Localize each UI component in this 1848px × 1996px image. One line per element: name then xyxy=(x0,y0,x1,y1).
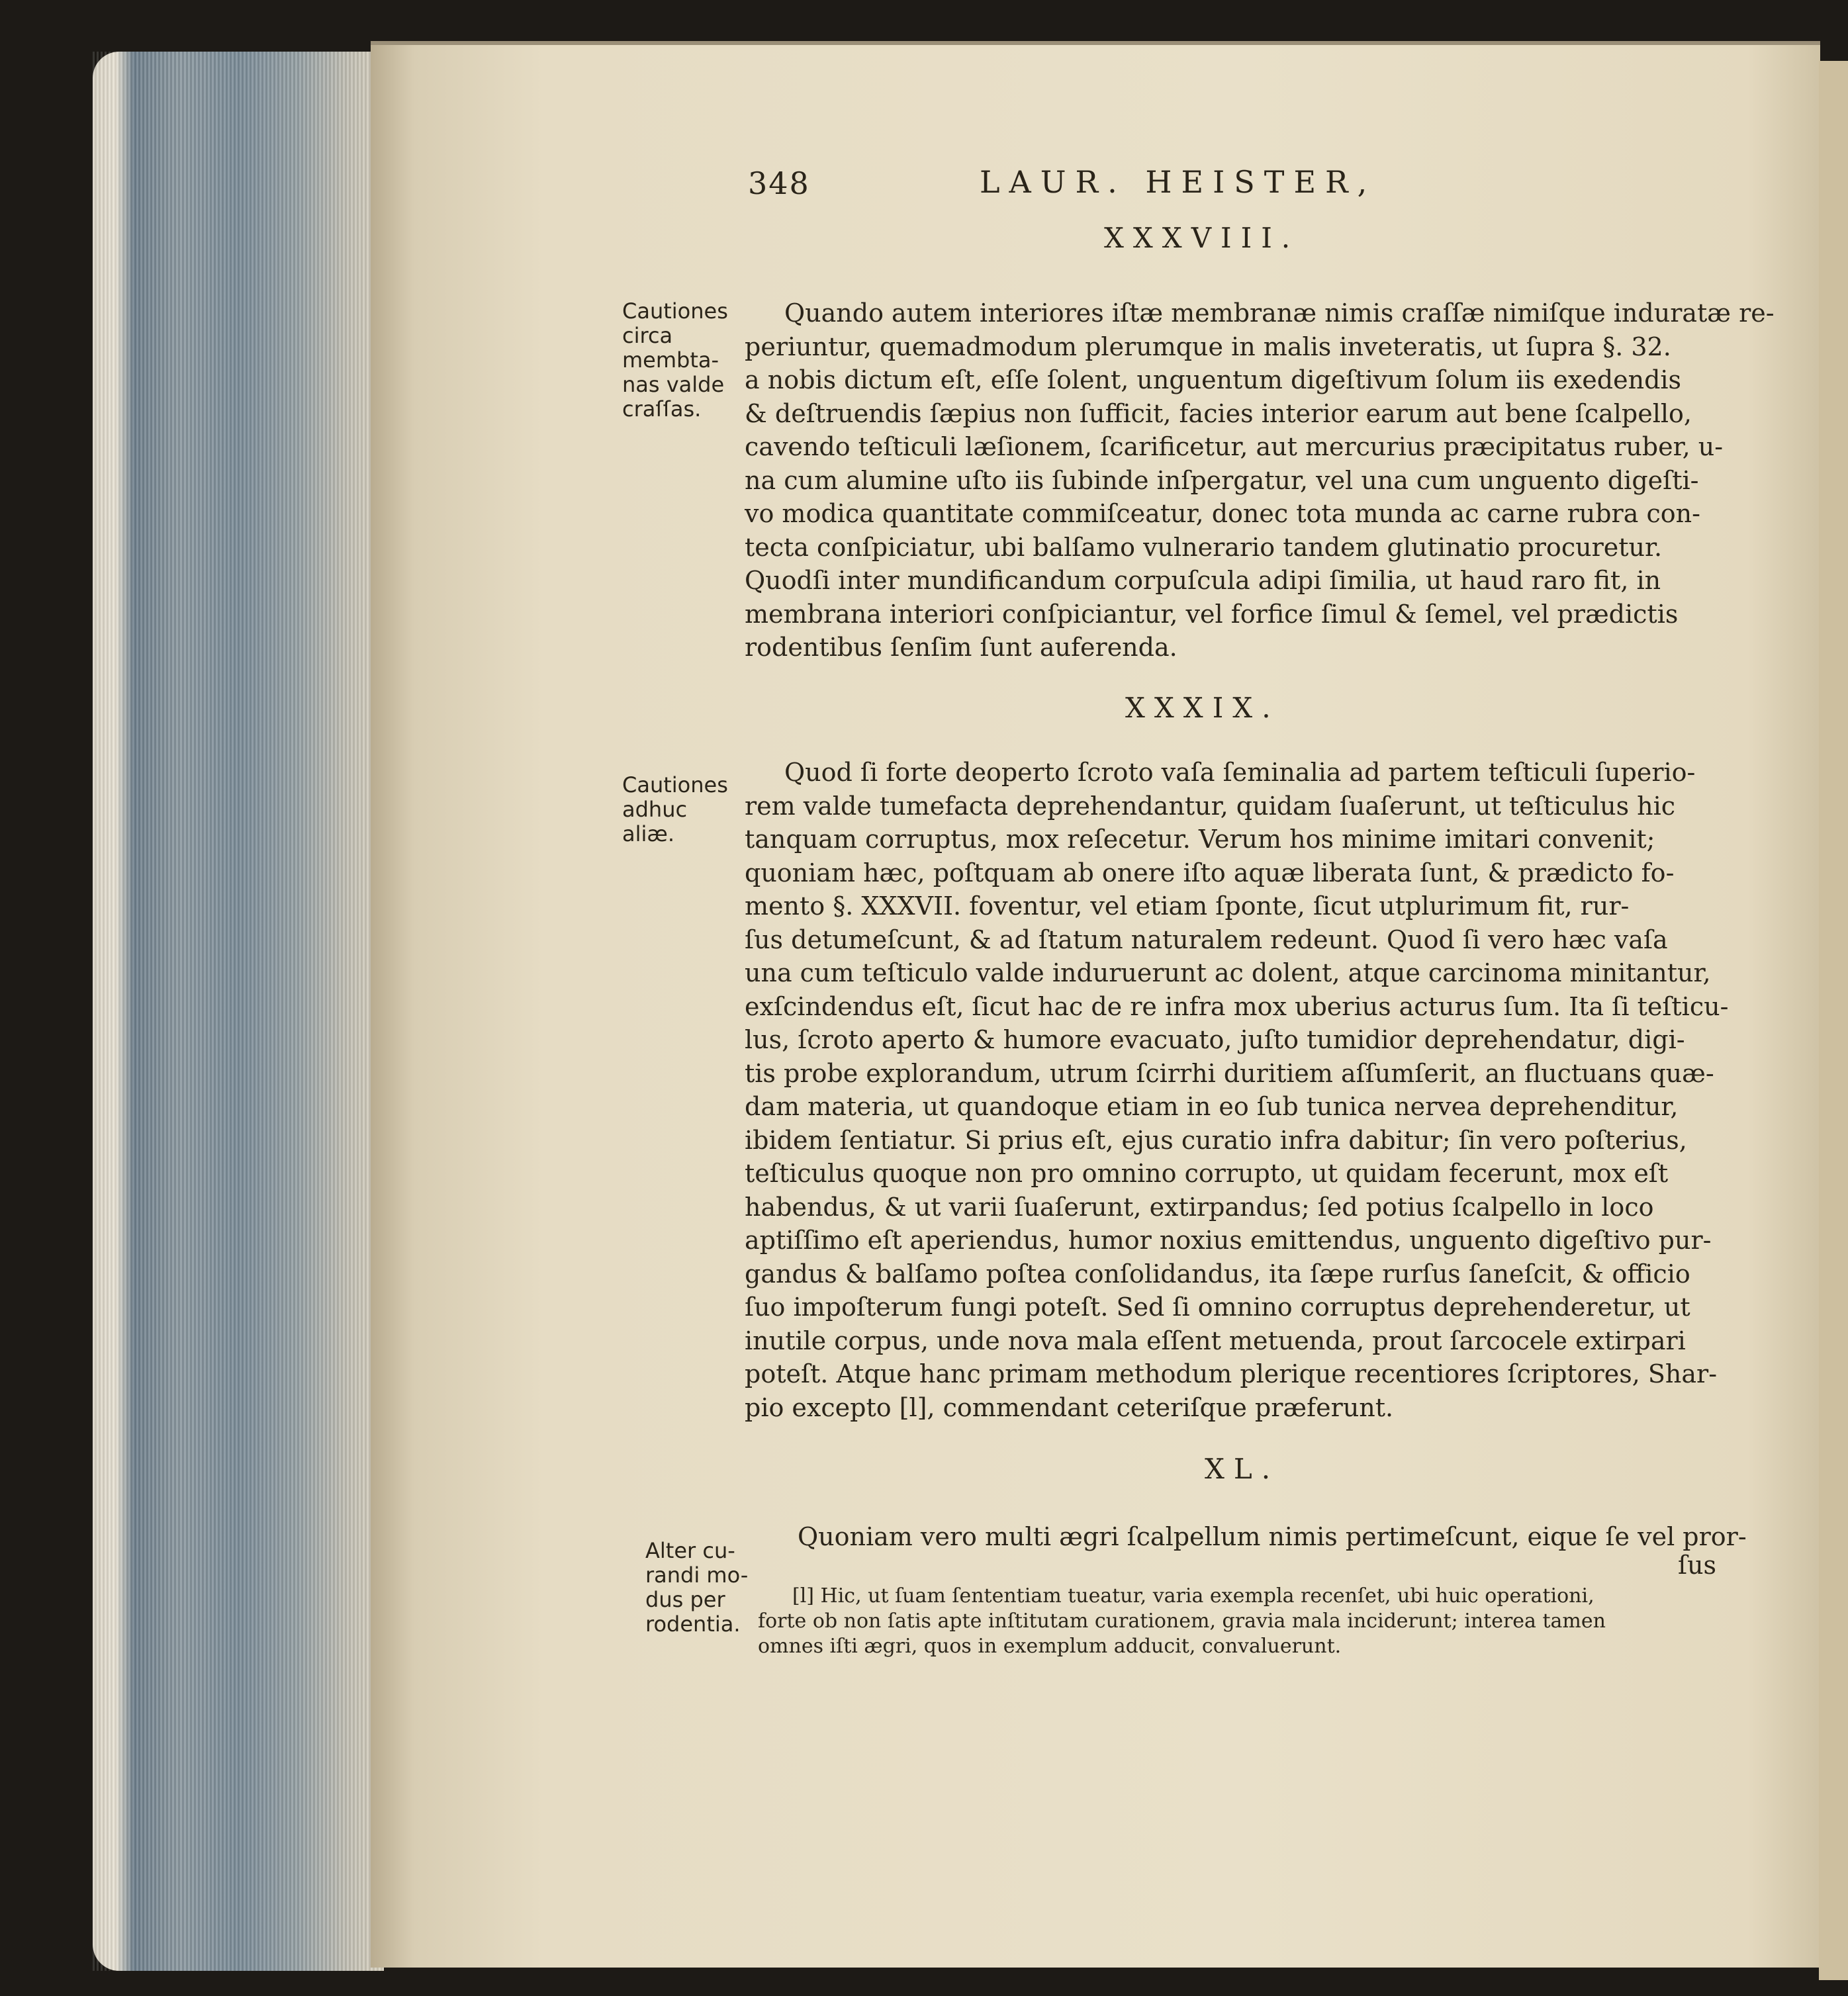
paragraph: Quando autem interiores iſtæ membranæ nimis craſſæ nimiſque induratæ re- periuntur, quemadmodum plerumque in malis inveteratis, ut ſupra §. 32. a nobis dictum eſt, eſſe ſolent, unguentum digeſtivum ſolum iis exedendis & deſtruendis ſæpius non ſufficit, facies interior earum aut bene ſcalpello, cavendo teſticuli læſionem, ſcarificetur, aut mercurius præcipitatus ruber, u- na cum alumine uſto iis ſubinde inſpergatur, vel una cum unguento digeſti- vo modica quantitate commiſceatur, donec tota munda ac carne rubra con- tecta conſpiciatur, ubi balſamo vulnerario tandem glutinatio procuretur. Quodſi inter mundificandum corpuſcula adipi ſimilia, ut haud raro fit, in membrana interiori conſpiciantur, vel forfice ſimul & ſemel, vel prædictis rodentibus ſenſim ſunt auferenda. xyxy=(745,298,1775,662)
margin-note: Alter cu- randi mo- dus per rodentia. xyxy=(645,1538,749,1637)
paragraph: Quoniam vero multi ægri ſcalpellum nimis pertimeſcunt, eique ſe vel pror- xyxy=(798,1522,1747,1551)
footnote: [l] Hic, ut ſuam ſententiam tueatur, varia exempla recenſet, ubi huic operationi, forte ob non ſatis apte inſtitutam curationem, gravia mala inciderunt; interea tamen omnes iſti ægri, quos in exemplum adducit, convaluerunt. xyxy=(758,1584,1606,1658)
page-top-edge xyxy=(371,41,1820,45)
paragraph: Quod ſi forte deoperto ſcroto vaſa ſeminalia ad partem teſticuli ſuperio- rem valde tumefacta deprehendantur, quidam ſuaſerunt, ut teſticulus hic tanquam corruptus, mox reſecetur. Verum hos minime imitari convenit; quoniam hæc, poſtquam ab onere iſto aquæ liberata ſunt, & prædicto fo- mento §. XXXVII. foventur, vel etiam ſponte, ſicut utplurimum fit, rur- ſus detumeſcunt, & ad ſtatum naturalem redeunt. Quod ſi vero hæc vaſa una cum teſticulo valde induruerunt ac dolent, atque carcinoma minitantur, exſcindendus eſt, ſicut hac de re infra mox uberius acturus ſum. Ita ſi teſticu- lus, ſcroto aperto & humore evacuato, juſto tumidior deprehendatur, digi- tis probe explorandum, utrum ſcirrhi duritiem aſſumſerit, an fluctuans quæ- dam materia, ut quandoque etiam in eo ſub tunica nervea deprehenditur, ibidem ſentiatur. Si prius eſt, ejus curatio infra dabitur; ſin vero poſterius, teſticulus quoque non pro omnino corrupto, ut quidam fecerunt, mox eſt habendus, & ut varii ſuaſerunt, extirpandus; ſed potius ſcalpello in loco aptiſſimo eſt aperiendus, humor noxius emittendus, unguento digeſtivo pur- gandus & balſamo poſtea conſolidandus, ita ſæpe rurſus ſaneſcit, & officio ſuo impoſterum fungi poteſt. Sed ſi omnino corruptus deprehenderetur, ut inutile corpus, unde nova mala eſſent metuenda, prout ſarcocele extirpari poteſt. Atque hanc primam methodum plerique recentiores ſcriptores, Shar- pio excepto [l], commendant ceteriſque præferunt. xyxy=(745,758,1729,1422)
page-fore-edge xyxy=(93,52,384,1971)
catchword: ſus xyxy=(1678,1551,1717,1580)
section-number: XL. xyxy=(1205,1453,1280,1485)
margin-note: Cautiones circa membta- nas valde craſſas. xyxy=(622,298,728,422)
section-number: XXXIX. xyxy=(1125,692,1280,724)
section-number: XXXVIII. xyxy=(1104,222,1300,254)
page-number: 348 xyxy=(748,165,810,201)
running-title: LAUR. HEISTER, xyxy=(980,164,1377,200)
margin-note: Cautiones adhuc aliæ. xyxy=(622,772,728,846)
next-page-edge xyxy=(1819,61,1848,1980)
